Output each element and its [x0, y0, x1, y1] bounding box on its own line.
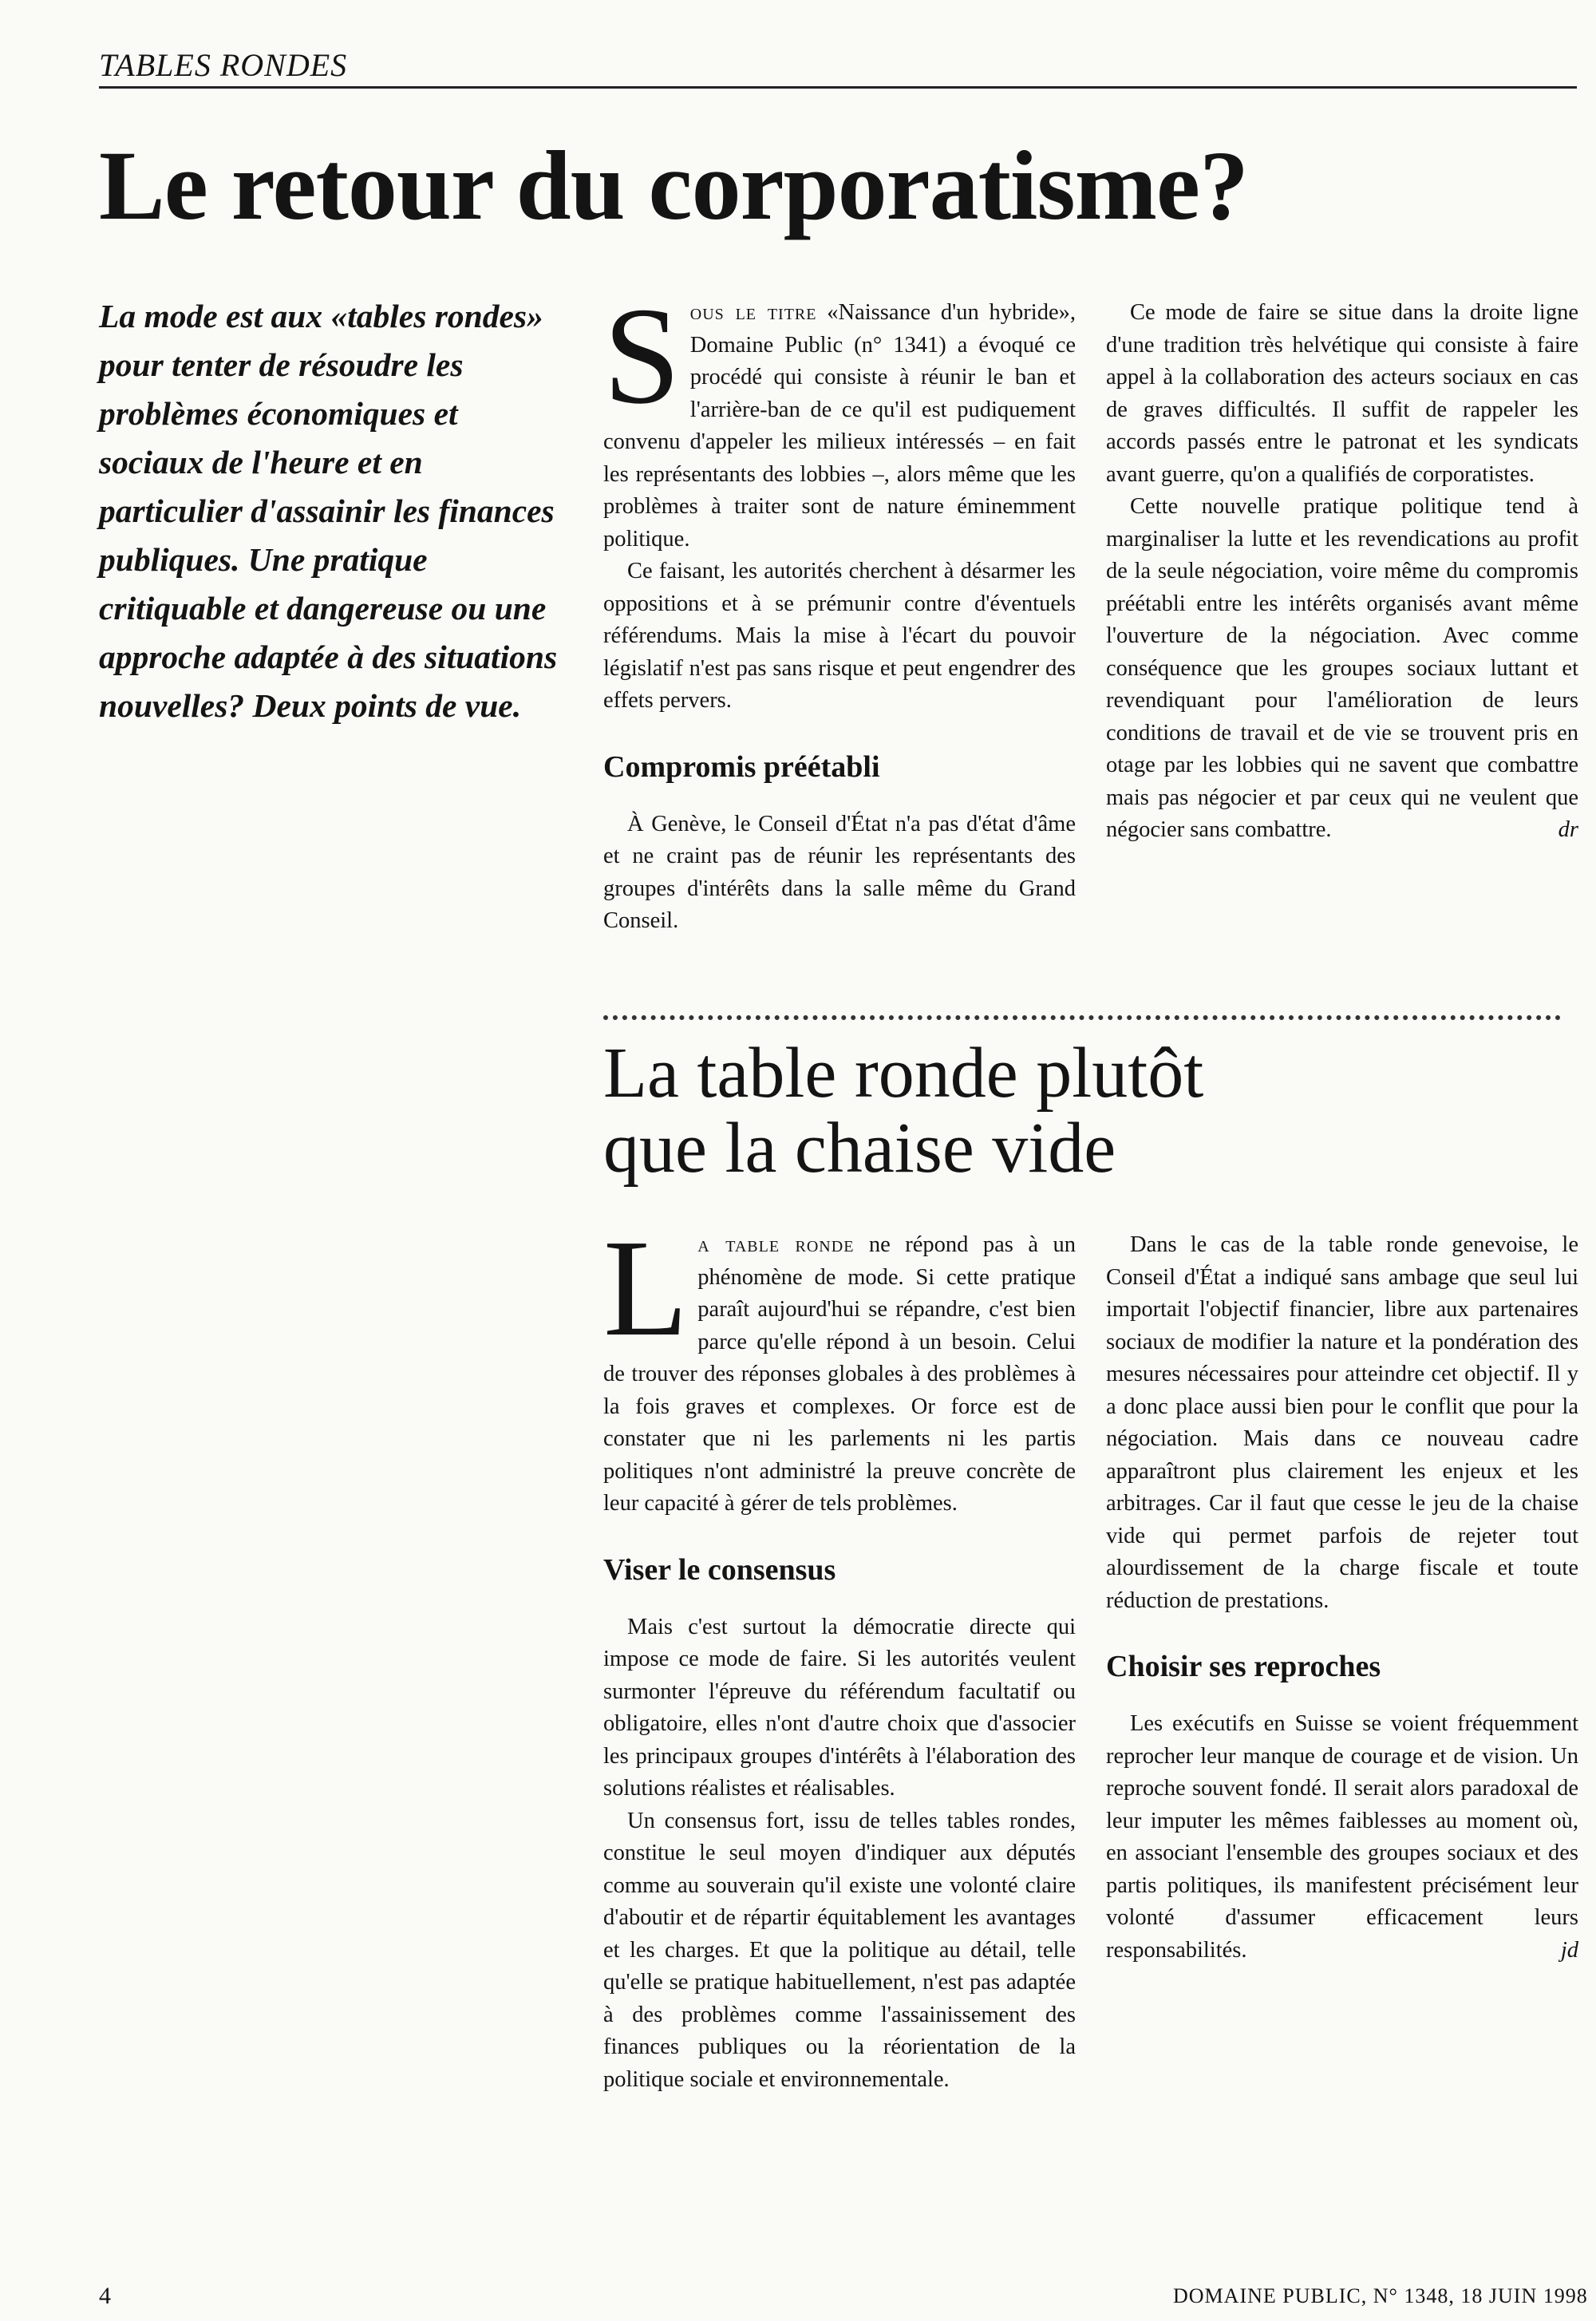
article1-paragraph-4: Ce mode de faire se situe dans la droite ligne d'une tradition très helvétique qui consiste à faire appel à la collaboration des acteurs sociaux en cas de graves difficultés. Il suffit de rappeler les accords passés entre le patronat et les syndicats avant guerre, qu'on a qualifiés de corporatistes.: [1106, 300, 1578, 487]
title-line-1: La table ronde plutôt: [603, 1034, 1204, 1113]
article2-column-2: [1106, 1229, 1578, 1967]
article1-paragraph-3: À Genève, le Conseil d'État n'a pas d'état d'âme et ne craint pas de réunir les représentants des groupes d'intérêts dans la salle même du Grand Conseil.: [603, 811, 1076, 933]
article2-paragraph-2: Mais c'est surtout la démocratie directe qui impose ce mode de faire. Si les autorités veulent surmonter l'épreuve du référendum facultatif ou obligatoire, elles n'ont d'autre choix que d'associer les principaux groupes d'intérêts à l'élaboration des solutions réalistes et réalisables.: [603, 1614, 1076, 1801]
dotted-separator: [603, 1015, 1561, 1020]
signature-dr: dr: [1558, 817, 1578, 842]
article1-paragraph-5: [1106, 491, 1578, 847]
paragraph-text: ne répond pas à un phénomène de mode. Si cette pratique paraît aujourd'hui se répandre, c'est bien parce qu'elle répond à un besoin. Celui de trouver des réponses globales à des problèmes à la fois graves et complexes. Or force est de constater que ni les parlements ni les partis politiques n'ont administré la preuve concrète de leur capacité à gérer de tels problèmes.: [603, 1232, 1076, 1516]
article2-column-1: [603, 1211, 1076, 2096]
dropcap-s: S: [603, 279, 681, 433]
publication-info: DOMAINE PUBLIC, N° 1348, 18 JUIN 1998: [1173, 2284, 1588, 2307]
article2-paragraph-1: [603, 1211, 1076, 1520]
article2-paragraph-3: Un consensus fort, issu de telles tables rondes, constitue le seul moyen d'indiquer aux députés comme au souverain qu'il existe une volonté claire d'aboutir et de répartir équitablement les avantages et les charges. Et que la politique au détail, telle qu'elle se pratique habituellement, n'est pas adaptée à des problèmes comme l'assainissement des finances publiques ou la réorientation de la politique sociale et environnementale.: [603, 1808, 1076, 2092]
subhead-compromis: Compromis préétabli: [603, 749, 880, 784]
article1-column-2: [1106, 297, 1578, 847]
article1-column-1: [603, 279, 1076, 938]
article-lead: La mode est aux «tables rondes» pour tenter de résoudre les problèmes économiques et sociaux de l'heure et en particulier d'assainir les finances publiques. Une pratique critiquable et dangereuse ou une approche adaptée à des situations nouvelles? Deux points de vue.: [99, 298, 558, 724]
smallcaps-opening: ous le titre: [689, 300, 817, 325]
paragraph-text: Les exécutifs en Suisse se voient fréquemment reprocher leur manque de courage et de vision. Un reproche souvent fondé. Il serait alors paradoxal de leur imputer les mêmes faiblesses au moment où, en associant l'ensemble des groupes sociaux et des partis politiques, ils manifestent précisément leur volonté d'assumer efficacement leurs responsabilités.: [1106, 1711, 1578, 1963]
article-title: Le retour du corporatisme?: [99, 131, 1248, 240]
dropcap-l: L: [603, 1211, 689, 1365]
subhead-consensus: Viser le consensus: [603, 1552, 836, 1587]
article1-paragraph-1: [603, 279, 1076, 556]
page-number: 4: [99, 2283, 111, 2309]
paragraph-text: «Naissance d'un hybride», Domaine Public (n° 1341) a évoqué ce procédé qui consiste à réunir le ban et l'arrière-ban de ce qu'il est pudiquement convenu d'appeler les milieux intéressés – en fait les représentants des lobbies –, alors même que les problèmes à traiter sont de nature éminemment politique.: [603, 300, 1076, 552]
smallcaps-opening: a table ronde: [697, 1232, 855, 1257]
signature-jd: jd: [1560, 1937, 1578, 1963]
paragraph-text: Cette nouvelle pratique politique tend à marginaliser la lutte et les revendications au profit de la seule négociation, voire même du compromis préétabli entre les intérêts organisés avant même l'ouverture de la négociation. Avec comme conséquence que les groupes sociaux luttant et revendiquant pour l'amélioration de leurs conditions de travail et de vie se trouvent pris en otage par les lobbies qui ne savent que combattre mais pas négocier et par ceux qui ne veulent que négocier sans combattre.: [1106, 494, 1578, 842]
second-article-title: [603, 1036, 1401, 1186]
publication-footer: [1173, 2284, 1588, 2308]
subhead-reproches: Choisir ses reproches: [1106, 1650, 1381, 1683]
section-label: TABLES RONDES: [99, 47, 348, 83]
article2-paragraph-5: [1106, 1708, 1578, 1967]
article1-paragraph-2: Ce faisant, les autorités cherchent à désarmer les oppositions et à se prémunir contre d'éventuels référendums. Mais la mise à l'écart du pouvoir législatif n'est pas sans risque et peut engendrer des effets pervers.: [603, 559, 1076, 713]
header-rule: [99, 86, 1577, 89]
article2-paragraph-4: Dans le cas de la table ronde genevoise, le Conseil d'État a indiqué sans ambage que seul lui importait l'objectif financier, libre aux partenaires sociaux de modifier la nature et la pondération des mesures nécessaires pour atteindre cet objectif. Il y a donc place aussi bien pour le conflit que pour la négociation. Mais dans ce nouveau cadre apparaîtront plus clairement les enjeux et les arbitrages. Car il faut que cesse le jeu de la chaise vide qui permet parfois de rejeter tout alourdissement de la charge fiscale et toute réduction de prestations.: [1106, 1232, 1578, 1613]
title-line-2: que la chaise vide: [603, 1109, 1116, 1188]
